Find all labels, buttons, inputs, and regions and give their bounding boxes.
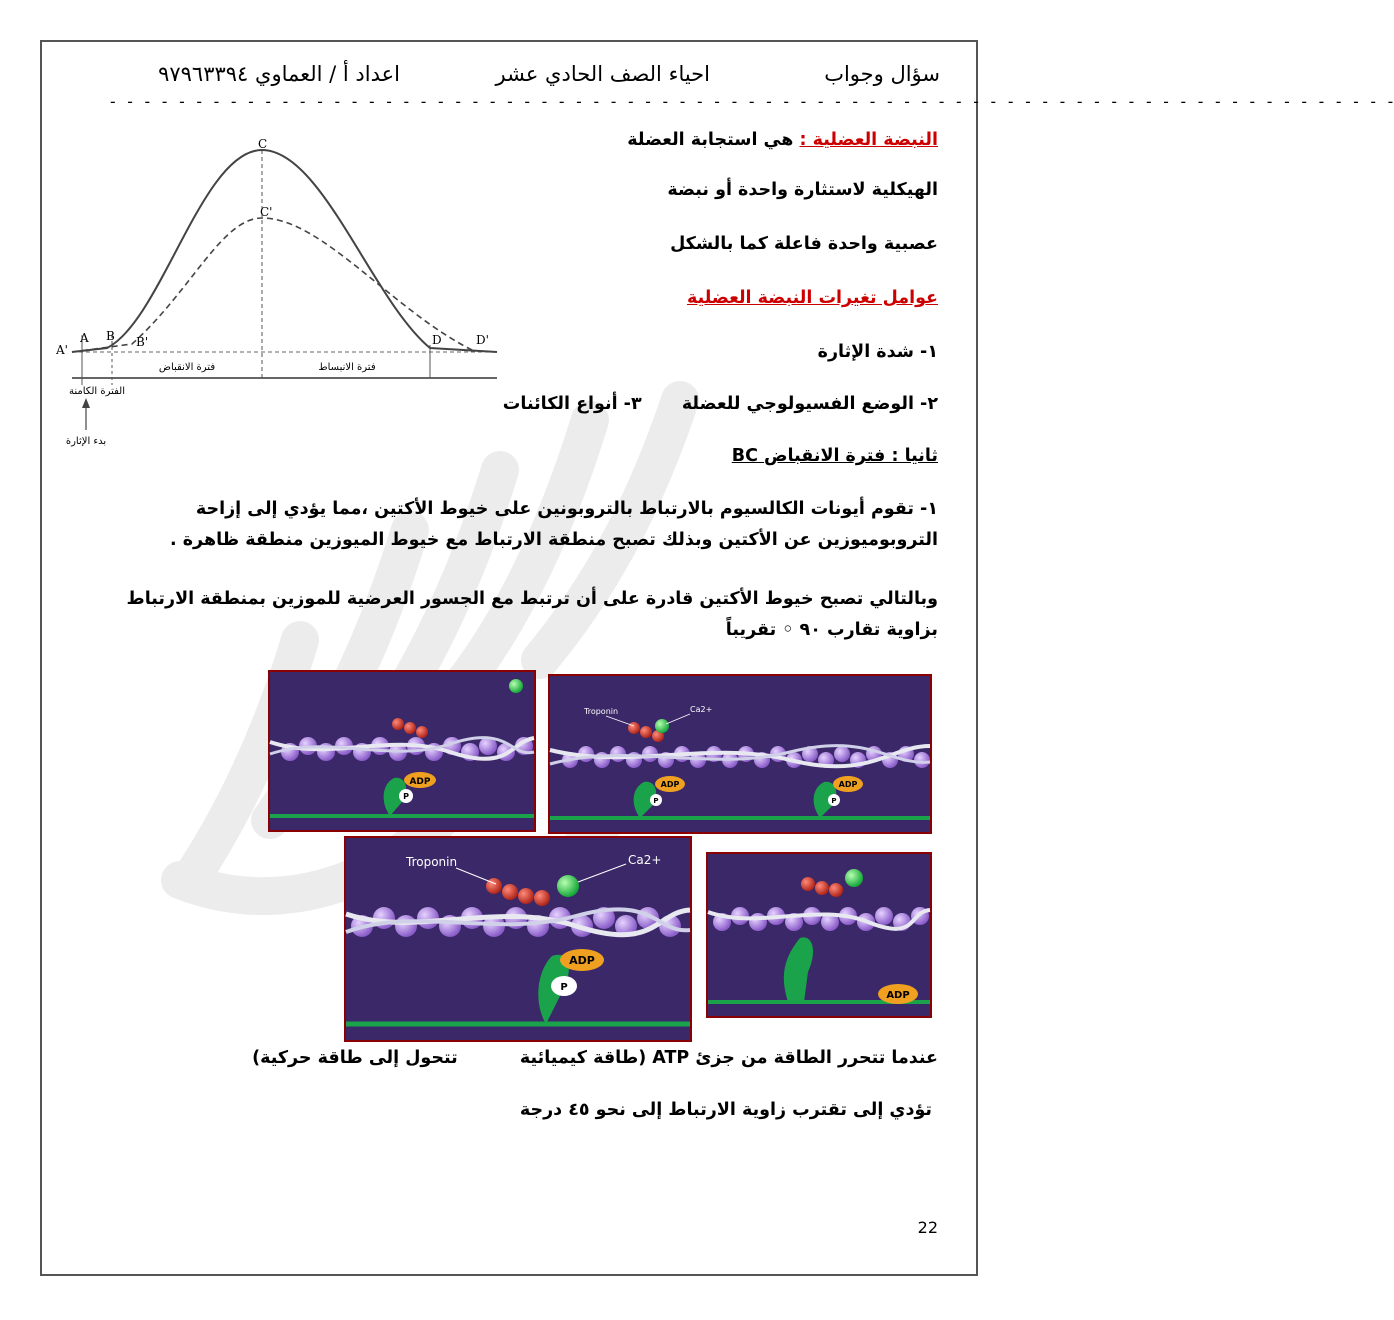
twitch-graph bbox=[52, 130, 502, 450]
label-relaxation: فترة الانبساط bbox=[318, 362, 376, 373]
adp-label-3: ADP bbox=[838, 780, 858, 789]
factor-item-3-text: ٣- أنواع الكائنات bbox=[502, 394, 642, 414]
section2-title bbox=[732, 446, 938, 466]
factor-item-1: ١- شدة الإثارة bbox=[817, 342, 938, 362]
ca-label: Ca2+ bbox=[628, 853, 662, 867]
troponin-label: Troponin bbox=[406, 855, 458, 869]
energy-part-3: تتحول إلى طاقة حركية) bbox=[252, 1048, 458, 1068]
adp-label-4: ADP bbox=[569, 954, 595, 967]
header-left: سؤال وجواب bbox=[824, 62, 940, 86]
factors-title: عوامل تغيرات النبضة العضلية bbox=[686, 288, 938, 308]
definition-term: النبضة العضلية : bbox=[799, 130, 938, 150]
ca-label-small: Ca2+ bbox=[690, 705, 713, 714]
header-center: احياء الصف الحادي عشر bbox=[495, 62, 710, 86]
factor-item-2-text: ٢- الوضع الفسيولوجي للعضلة bbox=[681, 394, 938, 414]
header-author: اعداد أ / العماوي ٩٧٩٦٣٣٩٤ bbox=[158, 62, 400, 86]
energy-line bbox=[252, 1048, 938, 1068]
troponin-label-small: Troponin bbox=[584, 707, 619, 716]
label-stimulus: بدء الإثارة bbox=[65, 436, 107, 447]
point-c: C bbox=[258, 137, 268, 151]
section2-title-text: ثانيا : فترة الانقباض bbox=[764, 446, 938, 466]
adp-label-5: ADP bbox=[886, 990, 910, 1001]
definition-text-1: هي استجابة العضلة bbox=[627, 130, 800, 150]
page-number: 22 bbox=[917, 1218, 938, 1237]
twitch-curve-dashed bbox=[72, 218, 472, 352]
p-label-3: P bbox=[831, 797, 837, 805]
label-latent: الفترة الكامنة bbox=[69, 386, 125, 397]
energy-atp: ATP bbox=[652, 1048, 690, 1068]
page-header bbox=[100, 62, 940, 92]
angle-line: تؤدي إلى تقترب زاوية الارتباط إلى نحو ٤٥ درجة bbox=[519, 1100, 932, 1120]
label-contraction: فترة الانقباض bbox=[158, 362, 216, 373]
figure-panel-1 bbox=[268, 670, 536, 832]
figure-panel-2 bbox=[548, 674, 932, 834]
point-a: A bbox=[80, 331, 89, 345]
point-d-prime: D' bbox=[476, 333, 489, 347]
definition-line-1 bbox=[627, 130, 938, 150]
adp-label-1: ADP bbox=[409, 777, 431, 787]
energy-part-1: عندما تتحرر الطاقة من جزئ bbox=[695, 1048, 938, 1068]
header-divider: - - - - - - - - - - - - - - - - - - - - - - - - - - - - - - - - - - - - - - - - - - - - - - - - - - - - - - - - - - - - - - - - - - - - - - - - - - - bbox=[108, 92, 1394, 111]
p-label-4: P bbox=[560, 982, 568, 993]
definition-line-3: عصبية واحدة فاعلة كما بالشكل bbox=[670, 234, 938, 254]
paragraph-2: وبالتالي تصبح خيوط الأكتين قادرة على أن ترتبط مع الجسور العرضية للموزين بمنطقة الارتباط بزاوية تقارب ٩٠ ◦ تقريباً bbox=[126, 589, 938, 640]
point-d: D bbox=[432, 333, 442, 347]
energy-part-2: (طاقة كيميائية bbox=[519, 1048, 647, 1068]
point-b: B bbox=[106, 329, 115, 343]
adp-label-2: ADP bbox=[660, 780, 680, 789]
figure-panel-3 bbox=[344, 836, 692, 1042]
definition-line-2: الهيكلية لاستثارة واحدة أو نبضة bbox=[667, 180, 938, 200]
p-label-1: P bbox=[403, 792, 409, 801]
factor-item-2 bbox=[503, 394, 938, 414]
p-label-2: P bbox=[653, 797, 659, 805]
point-c-prime: C' bbox=[260, 205, 273, 219]
point-a-prime: A' bbox=[56, 343, 68, 357]
paragraph-1: ١- تقوم أيونات الكالسيوم بالارتباط بالتروبونين على خيوط الأكتين ،مما يؤدي إلى إزاحة التروبوميوزين عن الأكتين وبذلك تصبح منطقة الارتباط مع خيوط الميوزين منطقة ظاهرة . bbox=[169, 499, 938, 550]
twitch-curve-solid bbox=[72, 150, 497, 352]
figure-panel-4 bbox=[706, 852, 932, 1018]
point-b-prime: B' bbox=[136, 335, 149, 349]
section2-code: BC bbox=[731, 446, 758, 466]
